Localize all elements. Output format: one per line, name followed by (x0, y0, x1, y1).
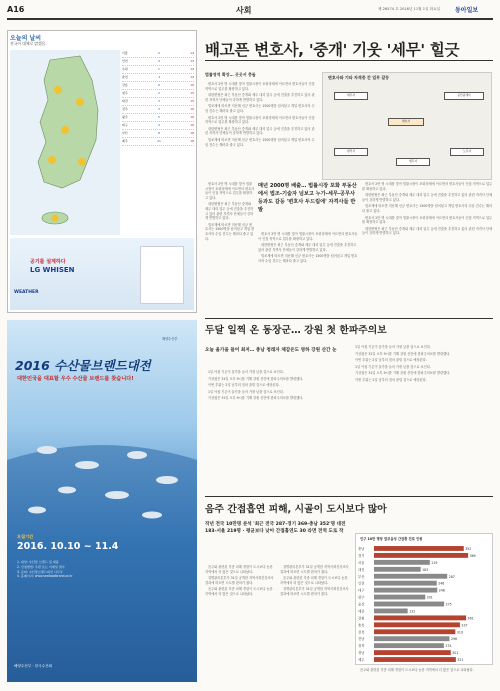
weather-cell-pm: 18 (190, 131, 194, 135)
bar-category-label: 충남 (358, 546, 365, 551)
bar-category-label: 울산 (358, 602, 365, 607)
bar-value-label: 319 (456, 630, 463, 635)
weather-cell-city: 부산 (122, 131, 128, 135)
article2-body-col1: 1일 아침 기온이 올가을 들어 가장 낮을 것으로 보인다. 기상청은 31일 오후 9시를 기해 강원 산간에 한파주의보를 발령했다. 이번 추위는 2일 낮부터 점차 풀릴 것으로 예상된다. 1일 아침 기온이 올가을 들어 가장 낮을 것으로 보인다. 기상청은 31일 오후 9시를 기해 강원 산간에 한파주의보를 발령했다. (208, 370, 304, 401)
weather-cell-am: 2 (158, 91, 160, 95)
bar-value-label: 369 (469, 553, 476, 558)
bar (374, 629, 455, 634)
article3-deck: 작년 전국 10만명 분석 '최근 전국 287-경기 369-충남 352'명 대전 183-서울 219명 · 평균보다 낮아 간접흡연도 30 라면 전역 도로 작 (205, 522, 346, 535)
paper-name: 동아일보 (455, 7, 479, 14)
bar-value-label: 132 (409, 609, 416, 614)
main-subhead: 매년 2000명 배출… 법률시장 포화 부동산 에서 법조-기술자 넘보고 누가-세무-공무사 등과도 갈등 '변호사 두드림에' 자격사들 반발 (258, 183, 357, 213)
korea-weather-map (10, 50, 120, 235)
poster-period-label: 모집기간 (17, 534, 34, 539)
diagram-node: 변리사 (334, 148, 368, 156)
article3-body-col2: 질병관리본부가 31일 공개한 지역사회건강조사 결과에 따르면 시도별 편차가 컸다. 음주와 관련된 각종 피해 경험이 도시보다 농촌 지역에서 더 많은 것으로 나타났다. 질병관리본부가 31일 공개한 지역사회건강조사 결과에 따르면 시도별 편차가 컸다. (280, 565, 349, 596)
bar-category-label: 경남 (358, 651, 365, 656)
bar (374, 574, 447, 579)
bar (374, 643, 444, 648)
weather-cell-am: 4 (158, 59, 160, 63)
page-number: A16 (7, 5, 25, 14)
article3-headline: 음주 간접흡연 피해, 시골이 도시보다 많아 (205, 504, 387, 515)
issue-info: 제 26574 호 2016년 11월 1일 화요일 (378, 7, 441, 11)
bar-category-label: 세종 (358, 609, 365, 614)
weather-cell-pm: 16 (190, 115, 194, 119)
bar-category-label: 부산 (358, 574, 365, 579)
bar-category-label: 제주 (358, 658, 365, 663)
weather-cell-pm: 16 (190, 123, 194, 127)
weather-cell-pm: 14 (190, 75, 194, 79)
weather-row (122, 98, 194, 106)
bar (374, 581, 437, 586)
poster-subtitle: 대한민국을 대표할 우수 수산물 브랜드를 찾습니다! (17, 376, 134, 382)
weather-row (122, 138, 194, 146)
bar-category-label: 강원 (358, 616, 365, 621)
weather-subtitle: 전국이 대체로 맑겠음. (10, 41, 47, 46)
main-byline: 법률영역 확장… 곳곳서 충돌 (205, 72, 256, 77)
weather-cell-am: 5 (158, 115, 160, 119)
bar (374, 622, 460, 627)
article3-body-col1: 음주와 관련된 각종 피해 경험이 도시보다 농촌 지역에서 더 많은 것으로 나타났다. 질병관리본부가 31일 공개한 지역사회건강조사 결과에 따르면 시도별 편차가 컸다. 음주와 관련된 각종 피해 경험이 도시보다 농촌 지역에서 더 많은 것으로 나타났다. (205, 565, 274, 596)
bar-value-label: 275 (445, 602, 452, 607)
diagram-node: 세무사 (334, 92, 368, 100)
main-body-col4: 변호사 2만 명 시대를 맞아 법률시장이 포화상태에 이르면서 변호사들이 인접 직역으로 업무를 확장하고 있다. 대한변협은 최근 부동산 중개와 세무 대리 업무 등에 진출을 추진하고 있어 관련 자격사 단체들이 강하게 반발하고 있다. 법조계에 따르면 지난해 신규 변호사는 1500명을 넘어섰고 개업 변호사의 수임 건수는 해마다 줄고 있다. 변호사 2만 명 시대를 맞아 법률시장이 포화상태에 이르면서 변호사들이 인접 직역으로 업무를 확장하고 있다. 대한변협은 최근 부동산 중개와 세무 대리 업무 등에 진출을 추진하고 있어 관련 자격사 단체들이 강하게 반발하고 있다. (362, 182, 493, 236)
bar-value-label: 248 (438, 588, 445, 593)
poster-title: 2016 수산물브랜드대전 (15, 358, 151, 373)
bar-category-label: 전북 (358, 630, 365, 635)
bar-category-label: 경북 (358, 644, 365, 649)
weather-cell-city: 대전 (122, 99, 128, 103)
main-headline: 배고픈 변호사, '중개' 기웃 '세무' 힐긋 (205, 41, 460, 59)
weather-cell-am: -1 (157, 75, 161, 79)
weather-cell-city: 전주 (122, 107, 128, 111)
weather-cell-am: 8 (158, 131, 160, 135)
bar (374, 553, 468, 558)
weather-cell-city: 청주 (122, 91, 128, 95)
bar-value-label: 352 (465, 546, 472, 551)
weather-row (122, 74, 194, 82)
weather-row (122, 106, 194, 114)
article2-lead: 오늘 올가을 들어 최저… 충남 청래자 체감온도 영하 강원 산간 눈 (205, 348, 337, 353)
poster-info: 1. 대상: 수산물 브랜드 및 제품 2. 신청방법: 우편 또는 이메일 접수 3. 문의: 수산물브랜드대전 사무국 4. 홈페이지: www.seafoodbrand.or.kr (17, 560, 73, 579)
weather-cell-pm: 14 (190, 51, 194, 55)
weather-cell-city: 제주 (122, 139, 128, 143)
weather-cell-city: 강릉 (122, 83, 128, 87)
bar-value-label: 361 (467, 616, 474, 621)
weather-cell-am: 4 (158, 123, 160, 127)
bar-category-label: 충북 (358, 623, 365, 628)
bar-category-label: 인천 (358, 581, 365, 586)
ad-product-name: LG WHISEN (30, 266, 75, 274)
bar-category-label: 서울 (358, 560, 365, 565)
weather-row (122, 58, 194, 66)
diagram-node: 공인중개사 (444, 92, 484, 100)
bar-value-label: 301 (452, 651, 459, 656)
bar-value-label: 219 (431, 560, 438, 565)
article2-body-col2: 1일 아침 기온이 올가을 들어 가장 낮을 것으로 보인다. 기상청은 31일 오후 9시를 기해 강원 산간에 한파주의보를 발령했다. 이번 추위는 2일 낮부터 점차 풀릴 것으로 예상된다. 1일 아침 기온이 올가을 들어 가장 낮을 것으로 보인다. 기상청은 31일 오후 9시를 기해 강원 산간에 한파주의보를 발령했다. 이번 추위는 2일 낮부터 점차 풀릴 것으로 예상된다. (355, 345, 451, 382)
weather-cell-am: 6 (158, 83, 160, 87)
ad-logo: WEATHER (14, 290, 39, 295)
weather-cell-am: 11 (157, 139, 161, 143)
weather-title: 오늘의 날씨 (10, 35, 42, 42)
weather-row (122, 66, 194, 74)
weather-cell-pm: 14 (190, 67, 194, 71)
weather-cell-city: 대구 (122, 123, 128, 127)
weather-cell-pm: 16 (190, 107, 194, 111)
bar (374, 595, 425, 600)
weather-cell-pm: 13 (190, 59, 194, 63)
bar (374, 615, 466, 620)
weather-cell-am: 3 (158, 99, 160, 103)
weather-cell-city: 인천 (122, 59, 128, 63)
bar-category-label: 대구 (358, 588, 365, 593)
bar (374, 567, 421, 572)
diagram-title: 변호사와 기타 자격증 간 업무 갈등 (328, 75, 390, 80)
weather-table (122, 50, 194, 146)
article3-body-col3: 음주와 관련된 각종 피해 경험이 도시보다 농촌 지역에서 더 많은 것으로 나타났다. (360, 668, 474, 672)
article2-rule (205, 318, 493, 319)
diagram-node: 법무사 (396, 158, 430, 166)
bar-value-label: 287 (448, 574, 455, 579)
weather-cell-pm: 16 (190, 83, 194, 87)
weather-cell-am: 2 (158, 51, 160, 55)
weather-cell-pm: 15 (190, 91, 194, 95)
header-rule (7, 18, 493, 20)
article2-headline: 두달 일찍 온 동장군… 강원 첫 한파주의보 (205, 325, 387, 336)
chart-title: 인구 10만 명당 알코올성 간질환 진료 인원 (360, 537, 423, 541)
bar-value-label: 296 (450, 637, 458, 642)
bar-value-label: 274 (445, 644, 452, 649)
bar-value-label: 337 (461, 623, 468, 628)
bar-category-label: 대전 (358, 567, 365, 572)
diagram-node-center: 변호사 (388, 118, 424, 126)
weather-cell-city: 광주 (122, 115, 128, 119)
ministry-logo: 해양수산부 (162, 337, 178, 341)
article3-rule (205, 496, 493, 497)
weather-row (122, 90, 194, 98)
bar-value-label: 201 (426, 595, 433, 600)
bar-category-label: 광주 (358, 595, 365, 600)
bar (374, 546, 464, 551)
bar (374, 602, 444, 607)
poster-footer: 해양수산부 · 한국수산회 (14, 664, 53, 668)
weather-row (122, 114, 194, 122)
bar-category-label: 경기 (358, 553, 365, 558)
bar (374, 560, 430, 565)
section-label: 사회 (236, 6, 252, 15)
bar-category-label: 전남 (358, 637, 365, 642)
main-body-col2: 변호사 2만 명 시대를 맞아 법률시장이 포화상태에 이르면서 변호사들이 인접 직역으로 업무를 확장하고 있다. 대한변협은 최근 부동산 중개와 세무 대리 업무 등에 진출을 추진하고 있어 관련 자격사 단체들이 강하게 반발하고 있다. 법조계에 따르면 지난해 신규 변호사는 1500명을 넘어섰고 개업 변호사의 수임 건수는 해마다 줄고 있다. (205, 182, 255, 241)
bar (374, 636, 449, 641)
bar-value-label: 183 (422, 567, 429, 572)
weather-row (122, 122, 194, 130)
bar (374, 609, 408, 614)
weather-cell-city: 수원 (122, 67, 128, 71)
main-body-col3: 변호사 2만 명 시대를 맞아 법률시장이 포화상태에 이르면서 변호사들이 인접 직역으로 업무를 확장하고 있다. 대한변협은 최근 부동산 중개와 세무 대리 업무 등에 진출을 추진하고 있어 관련 자격사 단체들이 강하게 반발하고 있다. 법조계에 따르면 지난해 신규 변호사는 1500명을 넘어섰고 개업 변호사의 수임 건수는 해마다 줄고 있다. (258, 232, 358, 263)
air-conditioner-image (140, 246, 184, 304)
bar (374, 657, 456, 662)
weather-cell-pm: 18 (190, 139, 194, 143)
bar (374, 588, 437, 593)
poster-date: 2016. 10.10 ~ 11.4 (17, 541, 119, 552)
weather-cell-pm: 15 (190, 99, 194, 103)
weather-row (122, 130, 194, 138)
ad-brand: 공기를 설계하다 (30, 259, 66, 265)
headline-rule (205, 60, 493, 61)
weather-row (122, 82, 194, 90)
bar-value-label: 321 (457, 658, 464, 663)
weather-row (122, 50, 194, 58)
weather-cell-am: 3 (158, 107, 160, 111)
bar-value-label: 246 (438, 581, 445, 586)
weather-cell-city: 춘천 (122, 75, 128, 79)
diagram-node: 노무사 (450, 148, 484, 156)
weather-cell-city: 서울 (122, 51, 128, 55)
alcohol-bar-chart (358, 545, 490, 663)
main-body-col1: 변호사 2만 명 시대를 맞아 법률시장이 포화상태에 이르면서 변호사들이 인접 직역으로 업무를 확장하고 있다. 대한변협은 최근 부동산 중개와 세무 대리 업무 등에 진출을 추진하고 있어 관련 자격사 단체들이 강하게 반발하고 있다. 법조계에 따르면 지난해 신규 변호사는 1500명을 넘어섰고 개업 변호사의 수임 건수는 해마다 줄고 있다. 변호사 2만 명 시대를 맞아 법률시장이 포화상태에 이르면서 변호사들이 인접 직역으로 업무를 확장하고 있다. 대한변협은 최근 부동산 중개와 세무 대리 업무 등에 진출을 추진하고 있어 관련 자격사 단체들이 강하게 반발하고 있다. 법조계에 따르면 지난해 신규 변호사는 1500명을 넘어섰고 개업 변호사의 수임 건수는 해마다 줄고 있다. (205, 82, 315, 147)
weather-cell-am: 1 (158, 67, 160, 71)
bar (374, 650, 451, 655)
